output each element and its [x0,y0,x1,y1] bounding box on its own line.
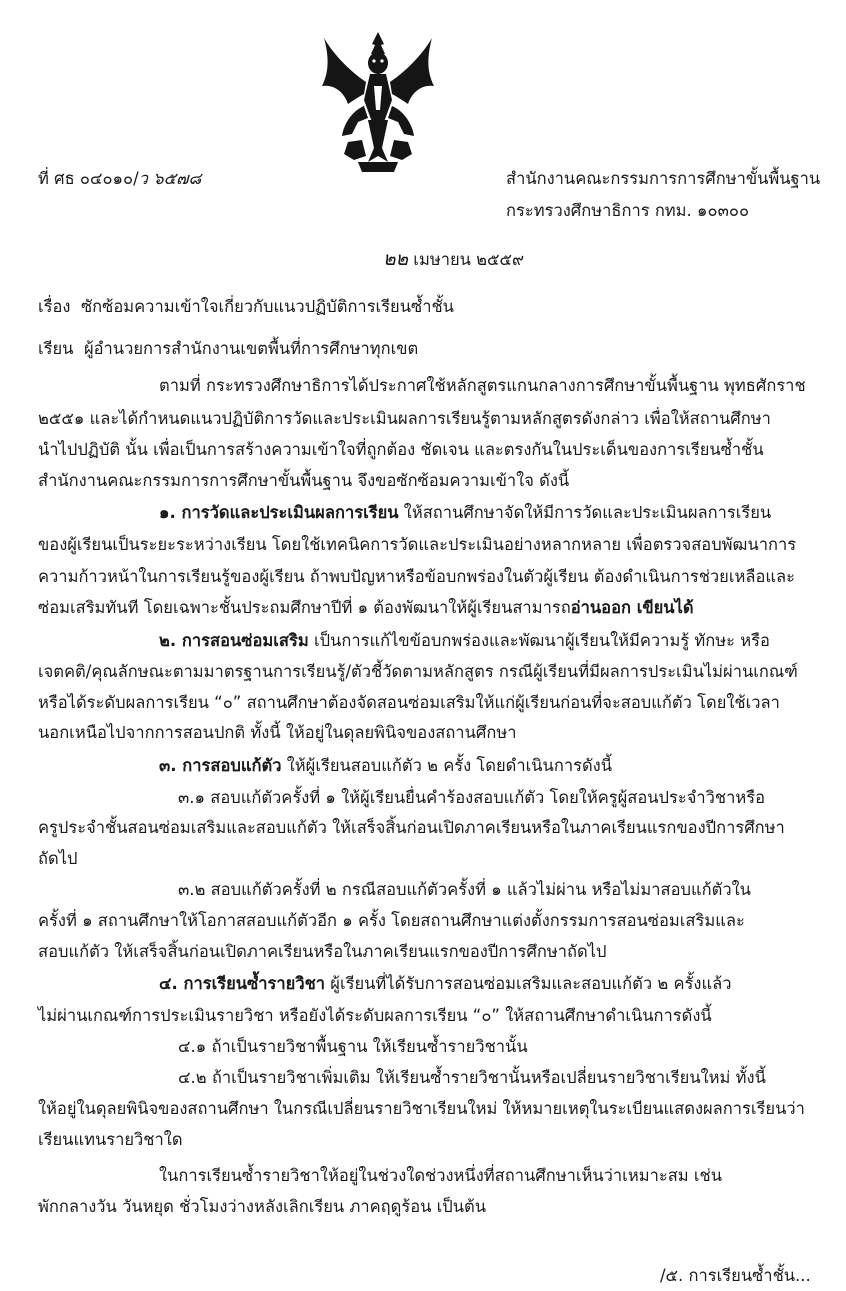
section-1-first-line [159,500,771,526]
section-2-line: เจตคติ/คุณลักษณะตามมาตรฐานการเรียนรู้/ตัวชี้วัดตามหลักสูตร กรณีผู้เรียนที่มีผลการประเมินไม่ผ่านเกณฑ์ [38,662,798,681]
office-address: กระทรวงศึกษาธิการ กทม. ๑๐๓๐๐ [506,201,750,220]
subject-text: ซักซ้อมความเข้าใจเกี่ยวกับแนวปฏิบัติการเรียนซ้ำชั้น [80,297,454,316]
addressee-label: เรียน [38,339,74,358]
intro-line: ๒๕๕๑ และได้กำหนดแนวปฏิบัติการวัดและประเมินผลการเรียนรู้ตามหลักสูตรดังกล่าว เพื่อให้สถานศึกษา [38,409,771,428]
section-3-text: ให้ผู้เรียนสอบแก้ตัว ๒ ครั้ง โดยดำเนินการดังนี้ [281,756,612,775]
section-4-2-line: เรียนแทนรายวิชาใด [38,1130,183,1149]
section-4-2-line: ๔.๒ ถ้าเป็นรายวิชาเพิ่มเติม ให้เรียนซ้ำรายวิชานั้นหรือเปลี่ยนรายวิชาเรียนใหม่ ทั้งนี้ [178,1068,766,1087]
intro-line: สำนักงานคณะกรรมการการศึกษาขั้นพื้นฐาน จึงขอซักซ้อมความเข้าใจ ดังนี้ [38,471,570,490]
section-4-text: ผู้เรียนที่ได้รับการสอนซ่อมเสริมและสอบแก้ตัว ๒ ครั้งแล้ว [325,974,732,993]
section-1-heading: ๑. การวัดและประเมินผลการเรียน [159,503,399,522]
section-2-first-line [159,628,770,654]
section-3-2-line: สอบแก้ตัว ให้เสร็จสิ้นก่อนเปิดภาคเรียนหรือในภาคเรียนแรกของปีการศึกษาถัดไป [38,942,607,961]
section-3-1-line: ถัดไป [38,849,78,868]
section-3-first-line [159,753,612,779]
subject-label: เรื่อง [38,297,71,316]
section-3-1-line: ครูประจำชั้นสอนซ่อมเสริมและสอบแก้ตัว ให้เสร็จสิ้นก่อนเปิดภาคเรียนหรือในภาคเรียนแรกของปีการศึกษา [38,818,785,837]
letter-date [383,244,524,274]
garuda-emblem [318,30,438,175]
section-1-line: ความก้าวหน้าในการเรียนรู้ของผู้เรียน ถ้าพบปัญหาหรือข้อบกพร่องในตัวผู้เรียน ต้องดำเนินการช่วยเหลือและ [38,567,795,586]
office-name: สำนักงานคณะกรรมการการศึกษาขั้นพื้นฐาน [506,169,821,188]
section-4-line: ไม่ผ่านเกณฑ์การประเมินรายวิชา หรือยังได้ระดับผลการเรียน “๐” ให้สถานศึกษาดำเนินการดังนี้ [38,1006,712,1025]
section-4-heading: ๔. การเรียนซ้ำรายวิชา [159,974,326,993]
date-day-handwritten: ๒๒ [383,248,409,270]
section-4-1-line: ๔.๑ ถ้าเป็นรายวิชาพื้นฐาน ให้เรียนซ้ำรายวิชานั้น [178,1037,528,1056]
section-4-2-line: ให้อยู่ในดุลยพินิจของสถานศึกษา ในกรณีเปลี่ยนรายวิชาเรียนใหม่ ให้หมายเหตุในระเบียนแสดงผลการเรียนว่า [38,1099,805,1118]
addressee-line [38,336,418,362]
section-3-2-line: ๓.๒ สอบแก้ตัวครั้งที่ ๒ กรณีสอบแก้ตัวครั้งที่ ๑ แล้วไม่ผ่าน หรือไม่มาสอบแก้ตัวใน [178,880,751,899]
reference-number-printed: ที่ ศธ ๐๔๐๑๐/ [38,169,139,188]
section-1-last-line [38,595,694,621]
intro-line: นำไปปฏิบัติ นั้น เพื่อเป็นการสร้างความเข้าใจที่ถูกต้อง ชัดเจน และตรงกันในประเด็นของการเรียนซ้ำชั้น [38,440,764,459]
reference-number-handwritten: ว ๖๕๗๘ [138,169,202,188]
closing-line: พักกลางวัน วันหยุด ชั่วโมงว่างหลังเลิกเรียน ภาคฤดูร้อน เป็นต้น [38,1197,487,1216]
section-1-text: ซ่อมเสริมทันที โดยเฉพาะชั้นประถมศึกษาปีที่ ๑ ต้องพัฒนาให้ผู้เรียนสามารถ [38,598,571,617]
section-2-heading: ๒. การสอนซ่อมเสริม [159,631,309,650]
section-1-text: ให้สถานศึกษาจัดให้มีการวัดและประเมินผลการเรียน [398,503,772,522]
section-2-line: หรือได้ระดับผลการเรียน “๐” สถานศึกษาต้องจัดสอนซ่อมเสริมให้แก่ผู้เรียนก่อนที่จะสอบแก้ตัว โดยใช้เวลา [38,693,780,712]
section-1-emphasis: อ่านออก เขียนได้ [570,598,694,617]
addressee-text: ผู้อำนวยการสำนักงานเขตพื้นที่การศึกษาทุกเขต [83,339,419,358]
section-4-first-line [159,971,731,997]
date-month-year: เมษายน ๒๕๕๙ [408,250,525,269]
section-3-1-line: ๓.๑ สอบแก้ตัวครั้งที่ ๑ ให้ผู้เรียนยื่นคำร้องสอบแก้ตัว โดยให้ครูผู้สอนประจำวิชาหรือ [178,788,766,807]
subject-line [38,294,454,320]
closing-line: ในการเรียนซ้ำรายวิชาให้อยู่ในช่วงใดช่วงหนึ่งที่สถานศึกษาเห็นว่าเหมาะสม เช่น [159,1166,723,1185]
reference-number [38,166,201,192]
page-continuation: /๕. การเรียนซ้ำชั้น... [660,1266,811,1285]
section-3-2-line: ครั้งที่ ๑ สถานศึกษาให้โอกาสสอบแก้ตัวอีก ๑ ครั้ง โดยสถานศึกษาแต่งตั้งกรรมการสอนซ่อมเสริมและ [38,911,745,930]
section-3-heading: ๓. การสอบแก้ตัว [159,756,282,775]
section-1-line: ของผู้เรียนเป็นระยะระหว่างเรียน โดยใช้เทคนิคการวัดและประเมินอย่างหลากหลาย เพื่อตรวจสอบพัฒนาการ [38,535,797,554]
intro-line: ตามที่ กระทรวงศึกษาธิการได้ประกาศใช้หลักสูตรแกนกลางการศึกษาขั้นพื้นฐาน พุทธศักราช [159,376,806,395]
section-2-text: เป็นการแก้ไขข้อบกพร่องและพัฒนาผู้เรียนให้มีความรู้ ทักษะ หรือ [308,631,770,650]
section-2-line: นอกเหนือไปจากการสอนปกติ ทั้งนี้ ให้อยู่ในดุลยพินิจของสถานศึกษา [38,723,517,742]
